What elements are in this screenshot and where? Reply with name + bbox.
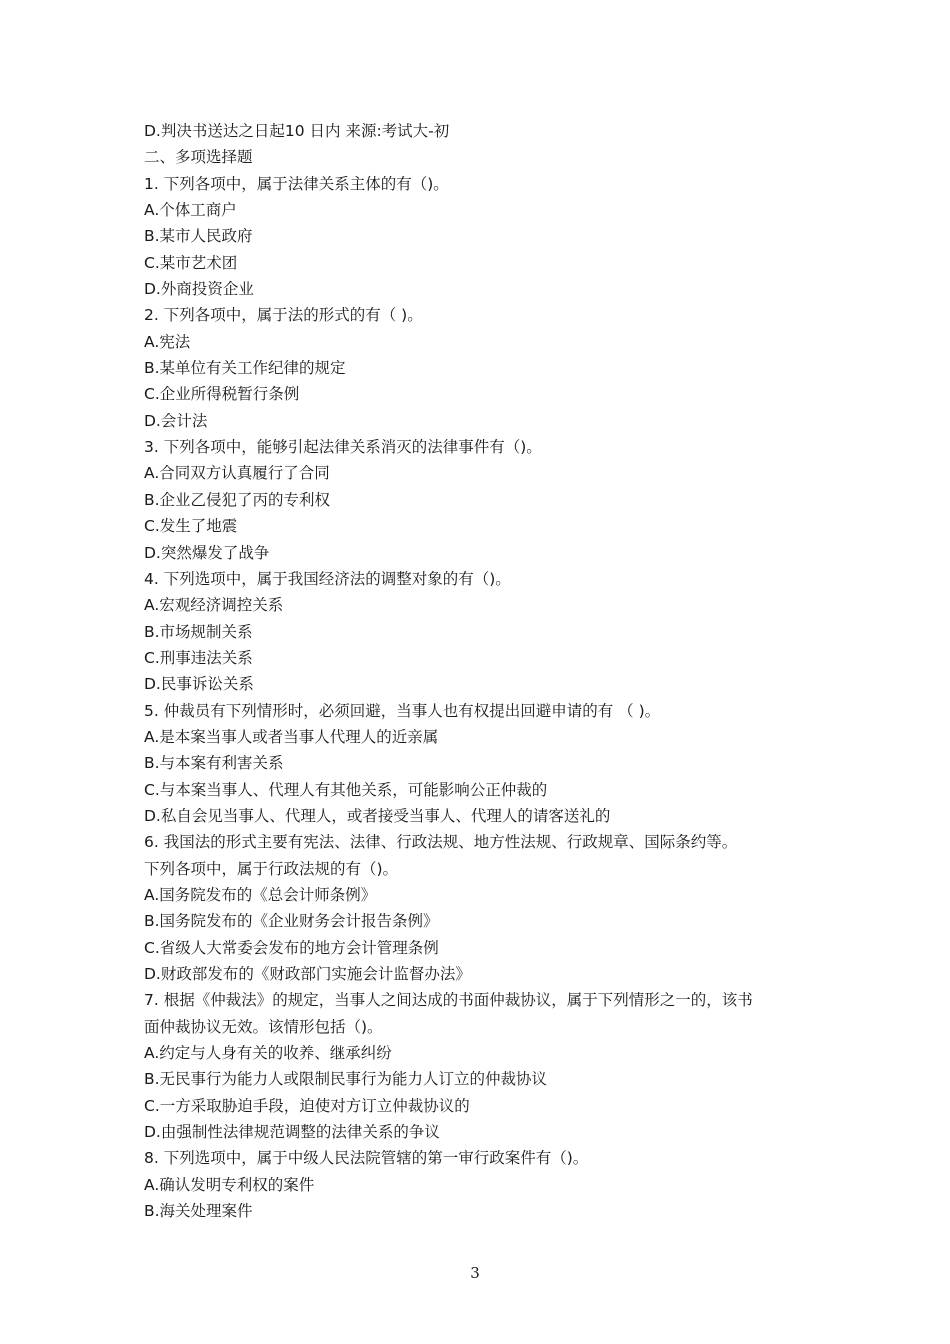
text-line: B.海关处理案件 — [144, 1202, 253, 1221]
text-line: 6. 我国法的形式主要有宪法、法律、行政法规、地方性法规、行政规章、国际条约等。 — [144, 833, 738, 852]
text-line: B.企业乙侵犯了丙的专利权 — [144, 490, 331, 509]
text-line: D.民事诉讼关系 — [144, 675, 254, 694]
text-line: A.宪法 — [144, 332, 191, 351]
text-line: A.合同双方认真履行了合同 — [144, 464, 330, 483]
text-line: C.与本案当事人、代理人有其他关系，可能影响公正仲裁的 — [144, 780, 548, 799]
text-line: 面仲裁协议无效。该情形包括（)。 — [144, 1017, 383, 1036]
text-line: D.财政部发布的《财政部门实施会计监督办法》 — [144, 965, 471, 983]
text-line: D.突然爆发了战争 — [144, 543, 270, 562]
text-line: B.无民事行为能力人或限制民事行为能力人订立的仲裁协议 — [144, 1070, 548, 1089]
text-line: B.市场规制关系 — [144, 622, 253, 641]
text-line: B.某单位有关工作纪律的规定 — [144, 359, 346, 378]
text-line: 1. 下列各项中，属于法律关系主体的有（)。 — [144, 174, 449, 193]
text-line: C.刑事违法关系 — [144, 648, 253, 667]
text-line: D.由强制性法律规范调整的法律关系的争议 — [144, 1123, 440, 1142]
text-line: A.确认发明专利权的案件 — [144, 1175, 315, 1194]
document-body — [144, 118, 824, 1224]
text-line: A.国务院发布的《总会计师条例》 — [144, 885, 377, 904]
text-line: C.某市艺术团 — [144, 253, 238, 272]
text-line: B.与本案有利害关系 — [144, 754, 284, 773]
text-line: C.发生了地震 — [144, 517, 238, 536]
text-line: 2. 下列各项中，属于法的形式的有（ )。 — [144, 306, 423, 325]
text-line: D.外商投资企业 — [144, 280, 254, 299]
text-line: C.省级人大常委会发布的地方会计管理条例 — [144, 938, 439, 957]
text-line: D.会计法 — [144, 411, 208, 430]
text-line: B.国务院发布的《企业财务会计报告条例》 — [144, 912, 439, 931]
text-line: 二、多项选择题 — [144, 148, 253, 167]
text-line: B.某市人民政府 — [144, 227, 253, 246]
text-line: D.私自会见当事人、代理人，或者接受当事人、代理人的请客送礼的 — [144, 806, 611, 825]
text-line: 5. 仲裁员有下列情形时，必须回避，当事人也有权提出回避申请的有 （ )。 — [144, 701, 661, 720]
text-line: A.是本案当事人或者当事人代理人的近亲属 — [144, 727, 439, 746]
text-line: A.个体工商户 — [144, 201, 237, 220]
text-line: 7. 根据《仲裁法》的规定，当事人之间达成的书面仲裁协议，属于下列情形之一的，该书 — [144, 991, 753, 1010]
text-line: A.约定与人身有关的收养、继承纠纷 — [144, 1044, 392, 1063]
text-line: C.企业所得税暂行条例 — [144, 385, 300, 404]
text-line: C.一方采取胁迫手段，迫使对方订立仲裁协议的 — [144, 1096, 470, 1115]
text-line: 下列各项中，属于行政法规的有（)。 — [144, 859, 399, 878]
text-line: A.宏观经济调控关系 — [144, 596, 284, 615]
text-line: 4. 下列选项中，属于我国经济法的调整对象的有（)。 — [144, 569, 511, 588]
page-number: 3 — [470, 1264, 480, 1282]
text-line: D.判决书送达之日起10 日内 来源:考试大-初 — [144, 122, 450, 140]
text-line: 8. 下列选项中，属于中级人民法院管辖的第一审行政案件有（)。 — [144, 1149, 589, 1168]
text-line: 3. 下列各项中，能够引起法律关系消灭的法律事件有（)。 — [144, 438, 542, 457]
